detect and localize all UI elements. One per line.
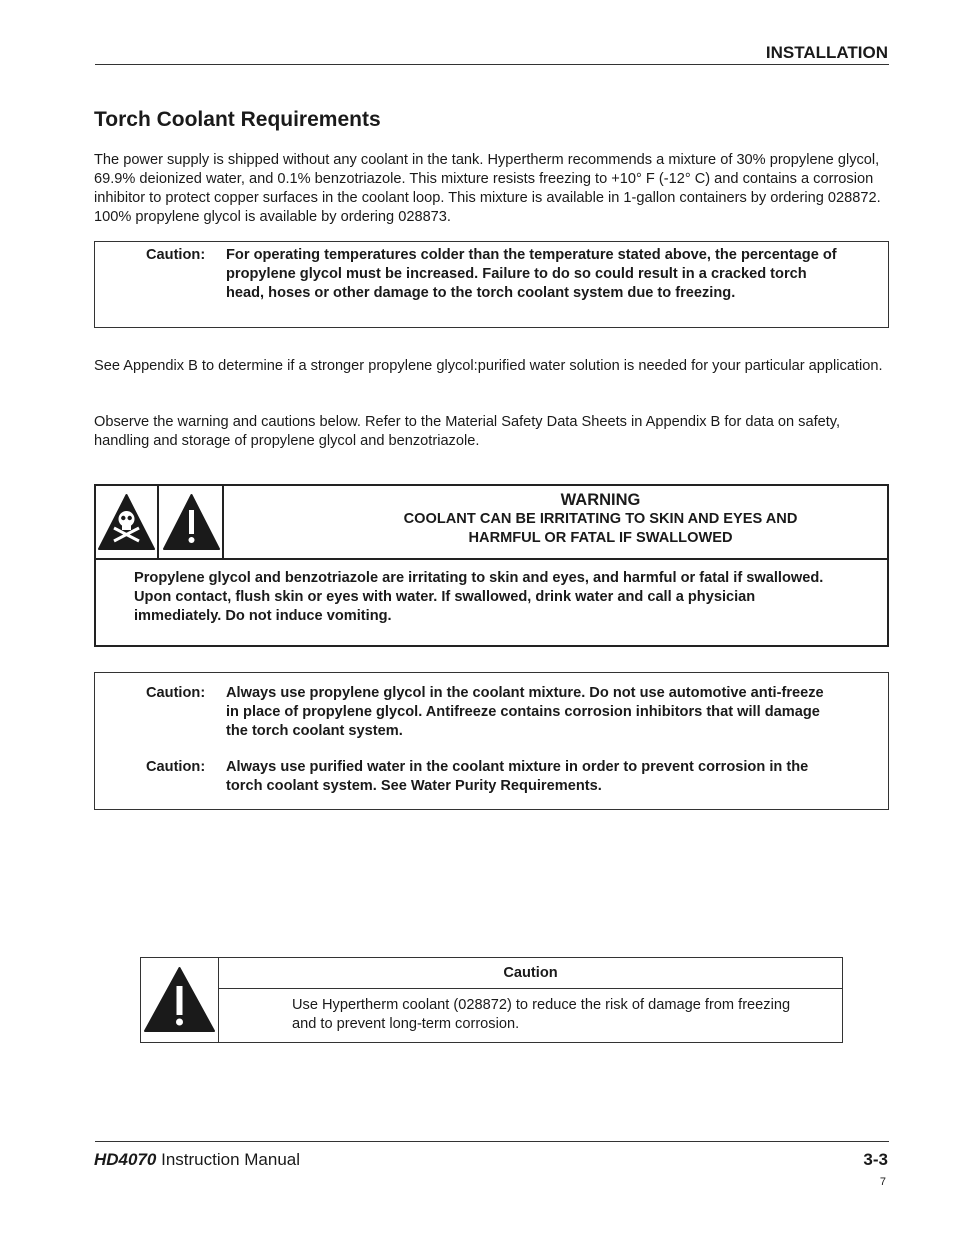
appendix-paragraph: See Appendix B to determine if a stronger propylene glycol:purified water solution is needed for your particular application. (94, 358, 883, 374)
caution-table-title: Caution (219, 958, 842, 989)
caution-label: Caution: (146, 685, 206, 701)
caution-text: For operating temperatures colder than the temperature stated above, the percentage of propylene glycol must be increased. Failure to do so could result in a cracked torch head, hoses or other damage to the torch coolant system due to freezing. (226, 247, 837, 301)
footer-model: HD4070 (94, 1150, 157, 1169)
caution-label: Caution: (146, 759, 206, 775)
caution-text: Always use propylene glycol in the coolant mixture. Do not use automotive anti-freeze in place of propylene glycol. Antifreeze contains corrosion inhibitors that will damage the torch coolant system. (226, 685, 824, 739)
header-section-title: INSTALLATION (765, 43, 888, 62)
header-divider (95, 64, 889, 65)
warning-subtitle-line2: HARMFUL OR FATAL IF SWALLOWED (468, 530, 733, 546)
footer-divider (95, 1141, 889, 1142)
footer-sheet-number: 7 (879, 1176, 886, 1188)
footer-manual-label: Instruction Manual (156, 1150, 301, 1169)
warning-subtitle-line1: COOLANT CAN BE IRRITATING TO SKIN AND EYES AND (403, 511, 798, 527)
warning-body: Propylene glycol and benzotriazole are irritating to skin and eyes, and harmful or fatal if swallowed. Upon contact, flush skin or eyes with water. If swallowed, drink water and call a physician immediately. Do not induce vomiting. (134, 570, 824, 624)
caution-table (140, 957, 843, 1043)
exclamation-warning-icon (141, 958, 219, 1042)
footer-page-number: 3-3 (863, 1150, 888, 1169)
warning-divider (96, 558, 887, 560)
warning-title: WARNING (560, 491, 641, 509)
warning-box (94, 484, 889, 647)
exclamation-warning-icon (161, 486, 224, 558)
page-title: Torch Coolant Requirements (94, 108, 381, 131)
skull-crossbones-icon (96, 486, 159, 558)
caution-label: Caution: (146, 247, 206, 263)
intro-paragraph: The power supply is shipped without any coolant in the tank. Hypertherm recommends a mixture of 30% propylene glycol, 69.9% deionized water, and 0.1% benzotriazole. This mixture resists freezing to +10° F (-12° C) and contains a corrosion inhibitor to protect copper surfaces in the coolant loop. This mixture is available in 1-gallon containers by ordering 028872. 100% propylene glycol is available by ordering 028873. (94, 152, 881, 225)
caution-text: Always use purified water in the coolant mixture in order to prevent corrosion in the torch coolant system. See Water Purity Requirements. (226, 759, 809, 794)
footer-manual-title (94, 1150, 300, 1170)
caution-box-coolant (94, 672, 889, 810)
safety-paragraph: Observe the warning and cautions below. Refer to the Material Safety Data Sheets in Appendix B for data on safety, handling and storage of propylene glycol and benzotriazole. (94, 414, 841, 449)
caution-box-temperature (94, 241, 889, 328)
caution-table-text: Use Hypertherm coolant (028872) to reduce the risk of damage from freezing and to prevent long-term corrosion. (292, 997, 791, 1032)
